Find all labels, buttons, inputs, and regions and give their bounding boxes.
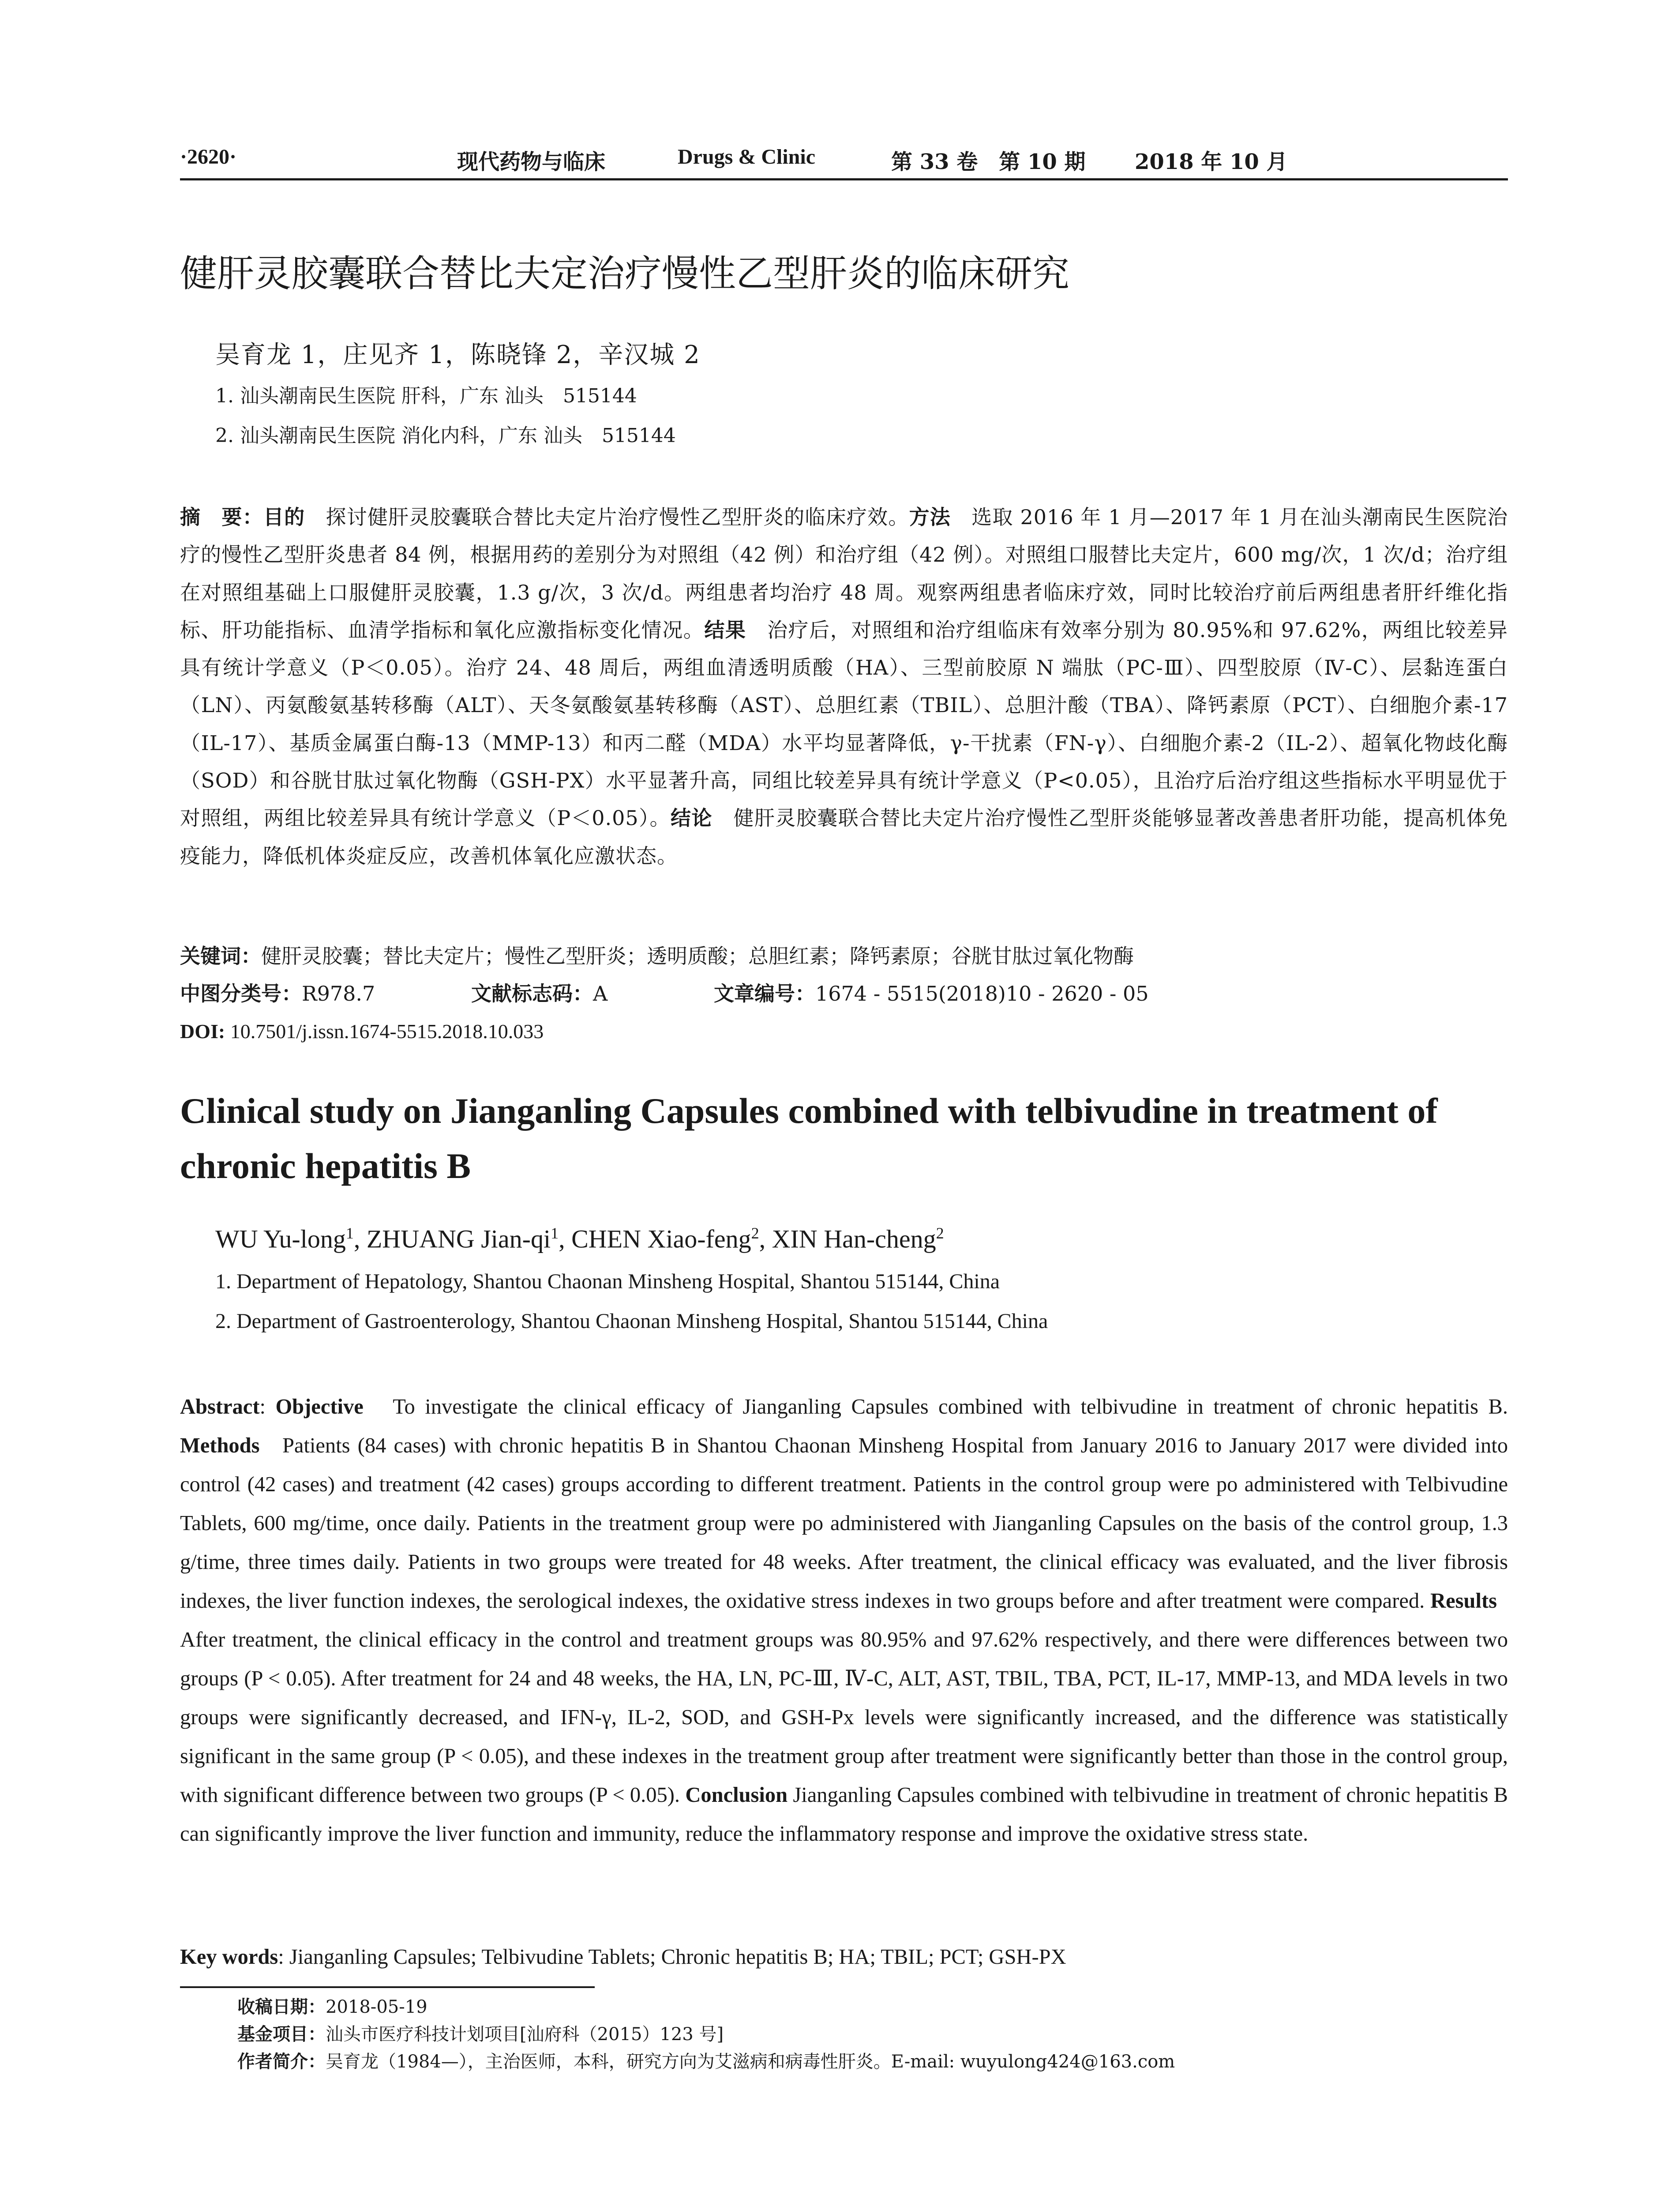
volume-issue: 第 33 卷 第 10 期 — [891, 150, 1086, 174]
abstract-cn — [180, 499, 1508, 875]
doc-code: A — [593, 982, 608, 1005]
author-list-en: WU Yu-long$^1$, ZHUANG Jian-$qi^1$, CHEN Xiao-feng$^2$, XIN Han-cheng$^2$ — [215, 1224, 944, 1253]
abstract-en: Abstract: Objective To investigate the clinical efficacy of Jianganling Capsules combined with telbivudine in treatment of chronic hepatitis B. Methods Patients (84 cases) with chronic hepatitis B in Shantou Chaonan Minsheng Hospital from January 2016 to January 2017 were divided into control (42 cases) and treatment (42 cases) groups according to different treatment. Patients in the control group were po administered with Telbivudine Tablets, 600 mg/time, once daily. Patients in the treatment group were po administered with Jianganling Capsules on the basis of the control group, 1.3 g/time, three times daily. Patients in two groups were treated for 48 weeks. After treatment, the clinical efficacy was evaluated, and the liver fibrosis indexes, the liver function indexes, the serological indexes, the oxidative stress indexes in two groups before and after treatment were compared. Results After treatment, the clinical efficacy in the control and treatment groups was 80.95% and 97.62% respectively, and there were differences between two groups (P < 0.05). After treatment for 24 and 48 weeks, the HA, LN, PC-Ⅲ, Ⅳ-C, ALT, AST, TBIL, TBA, PCT, IL-17, MMP-13, and MDA levels in two groups were significantly decreased, and IFN-γ, IL-2, SOD, and GSH-Px levels were significantly increased, and the difference was statistically significant in the same group (P < 0.05), and these indexes in the treatment group after treatment were significantly better than those in the control group, with significant difference between two groups (P < 0.05). Conclusion Jianganling Capsules combined with telbivudine in treatment of chronic hepatitis B can significantly improve the liver function and immunity, reduce the inflammatory response and improve the oxidative stress state. — [180, 1395, 1508, 1846]
methods-text-cn: 选取 2016 年 1 月—2017 年 1 月在汕头潮南民生医院治疗的慢性乙型肝炎患者 84 例，根据用药的差别分为对照组（42 例）和治疗组（42 例）。对照组口服替比夫定片，600 mg/次，1 次/d；治疗组在对照组基础上口服健肝灵胶囊，1.3 g/次，3 次/d。两组患者均治疗 48 周。观察两组患者临床疗效，同时比较治疗前后两组患者肝纤维化指标、肝功能指标、血清学指标和氧化应激指标变化情况。 — [180, 505, 1508, 642]
affiliation-en-2: 2. Department of Gastroenterology, Shantou Chaonan Minsheng Hospital, Shantou 515144, China — [215, 1309, 1048, 1333]
footnote-label: 收稿日期： — [237, 1997, 326, 2017]
objective-label-cn: 目的 — [263, 505, 305, 529]
footnote-divider — [180, 1986, 595, 1988]
objective-text-cn: 探讨健肝灵胶囊联合替比夫定片治疗慢性乙型肝炎的临床疗效。 — [326, 505, 909, 529]
abstract-label-cn: 摘 要： — [180, 505, 263, 529]
classification-codes — [180, 975, 1149, 1013]
conclusion-label-en: Conclusion — [685, 1783, 788, 1807]
affiliation-cn-2: 2. 汕头潮南民生医院 消化内科，广东 汕头 515144 — [215, 424, 676, 447]
author-name: XIN Han-cheng — [772, 1224, 936, 1253]
footnote-label: 基金项目： — [237, 2024, 326, 2045]
footnote-text: 吴育龙（1984—），主治医师，本科，研究方向为艾滋病和病毒性肝炎。E-mail: wuyulong424@163.com — [326, 2052, 1175, 2072]
keywords-cn — [180, 938, 1134, 975]
results-text-cn: 治疗后，对照组和治疗组临床有效率分别为 80.95%和 97.62%，两组比较差异具有统计学意义（P＜0.05）。治疗 24、48 周后，两组血清透明质酸（HA）、三型前胶原 N 端肽（PC-Ⅲ）、四型胶原（Ⅳ-C）、层黏连蛋白（LN）、丙氨酸氨基转移酶（ALT）、天冬氨酸氨基转移酶（AST）、总胆红素（TBIL）、总胆汁酸（TBA）、降钙素原（PCT）、白细胞介素-17（IL-17）、基质金属蛋白酶-13（MMP-13）和丙二醛（MDA）水平均显著降低，γ-干扰素（FN-γ）、白细胞介素-2（IL-2）、超氧化物歧化酶（SOD）和谷胱甘肽过氧化物酶（GSH-PX）水平显著升高，同组比较差异具有统计学意义（P<0.05），且治疗后治疗组这些指标水平明显优于对照组，两组比较差异具有统计学意义（P＜0.05）。 — [180, 618, 1508, 830]
footnote-author-bio — [237, 2048, 1175, 2075]
keywords-text-en: Jianganling Capsules; Telbivudine Tablets; Chronic hepatitis B; HA; TBIL; PCT; GSH-PX — [289, 1945, 1066, 1969]
author-name: WU Yu-long — [215, 1224, 346, 1253]
doi-value[interactable]: 10.7501/j.issn.1674-5515.2018.10.033 — [230, 1020, 544, 1043]
abstract-label-en: Abstract — [180, 1395, 260, 1418]
author-affiliation-mark: 2 — [751, 1224, 759, 1242]
issue-date: 2018 年 10 月 — [1135, 150, 1288, 174]
article-title-en: Clinical study on Jianganling Capsules combined with telbivudine in treatment of chronic hepatitis B — [180, 1091, 1438, 1186]
conclusion-label-cn: 结论 — [671, 806, 712, 830]
doi-line — [180, 1013, 544, 1050]
objective-text-en: To investigate the clinical efficacy of Jianganling Capsules combined with telbivudine in treatment of chronic hepatitis B. — [393, 1395, 1508, 1418]
keywords-text-cn: 健肝灵胶囊；替比夫定片；慢性乙型肝炎；透明质酸；总胆红素；降钙素原；谷胱甘肽过氧化物酶 — [261, 944, 1134, 968]
results-label-cn: 结果 — [704, 618, 746, 642]
journal-title-en: Drugs & Clinic — [678, 145, 815, 169]
journal-title-cn: 现代药物与临床 — [457, 150, 606, 174]
clc-code: R978.7 — [302, 982, 375, 1005]
author-name: ZHUANG Jian-qi — [366, 1224, 551, 1253]
keywords-label-en: Key words — [180, 1945, 278, 1969]
methods-label-en: Methods — [180, 1434, 260, 1457]
article-number: 1674 - 5515(2018)10 - 2620 - 05 — [815, 982, 1149, 1005]
footnote-funding — [237, 2021, 724, 2048]
methods-label-cn: 方法 — [909, 505, 951, 529]
objective-label-en: Objective — [275, 1395, 364, 1418]
author-affiliation-mark: 2 — [936, 1224, 944, 1242]
methods-text-en: Patients (84 cases) with chronic hepatitis B in Shantou Chaonan Minsheng Hospital from January 2016 to January 2017 were divided into control (42 cases) and treatment (42 cases) groups according to different treatment. Patients in the control group were po administered with Telbivudine Tablets, 600 mg/time, once daily. Patients in the treatment group were po administered with Jianganling Capsules on the basis of the control group, 1.3 g/time, three times daily. Patients in two groups were treated for 48 weeks. After treatment, the clinical efficacy was evaluated, and the liver fibrosis indexes, the liver function indexes, the serological indexes, the oxidative stress indexes in two groups before and after treatment were compared. — [180, 1434, 1508, 1613]
conclusion-text-cn: 健肝灵胶囊联合替比夫定片治疗慢性乙型肝炎能够显著改善患者肝功能，提高机体免疫能力，降低机体炎症反应，改善机体氧化应激状态。 — [180, 806, 1508, 868]
affiliation-en-1: 1. Department of Hepatology, Shantou Chaonan Minsheng Hospital, Shantou 515144, China — [215, 1270, 1000, 1293]
article-title-cn: 健肝灵胶囊联合替比夫定治疗慢性乙型肝炎的临床研究 — [180, 252, 1070, 295]
author-affiliation-mark: 1 — [345, 1224, 354, 1242]
clc-label: 中图分类号： — [180, 982, 302, 1005]
footnote-text: 汕头市医疗科技计划项目[汕府科（2015）123 号] — [326, 2024, 724, 2045]
running-header — [180, 141, 1508, 180]
footnote-label: 作者简介： — [237, 2052, 326, 2072]
author-name: CHEN Xiao-feng — [571, 1224, 751, 1253]
page-number: ·2620· — [180, 145, 237, 169]
conclusion-text-en: Jianganling Capsules combined with telbivudine in treatment of chronic hepatitis B can significantly improve the liver function and immunity, reduce the inflammatory response and improve the oxidative stress state. — [180, 1783, 1508, 1846]
article-number-label: 文章编号： — [714, 982, 815, 1005]
doc-code-label: 文献标志码： — [471, 982, 593, 1005]
author-affiliation-mark: 1 — [551, 1224, 559, 1242]
doi-label: DOI: — [180, 1020, 225, 1043]
affiliation-cn-1: 1. 汕头潮南民生医院 肝科，广东 汕头 515144 — [215, 385, 637, 407]
keywords-label-cn: 关键词： — [180, 944, 261, 968]
results-label-en: Results — [1430, 1589, 1497, 1613]
footnote-received-date — [237, 1993, 428, 2021]
author-list-cn: 吴育龙 1，庄见齐 1，陈晓锋 2，辛汉城 2 — [215, 341, 701, 369]
results-text-en: After treatment, the clinical efficacy in the control and treatment groups was 80.95% and 97.62% respectively, and there were differences between two groups (P < 0.05). After treatment for 24 and 48 weeks, the HA, LN, PC-Ⅲ, Ⅳ-C, ALT, AST, TBIL, TBA, PCT, IL-17, MMP-13, and MDA levels in two groups were significantly decreased, and IFN-γ, IL-2, SOD, and GSH-Px levels were significantly increased, and the difference was statistically significant in the same group (P < 0.05), and these indexes in the treatment group after treatment were significantly better than those in the control group, with significant difference between two groups (P < 0.05). — [180, 1628, 1508, 1807]
keywords-en: Key words: Jianganling Capsules; Telbivudine Tablets; Chronic hepatitis B; HA; TBIL; PCT; GSH-PX — [180, 1945, 1066, 1969]
footnote-text: 2018-05-19 — [326, 1997, 428, 2017]
